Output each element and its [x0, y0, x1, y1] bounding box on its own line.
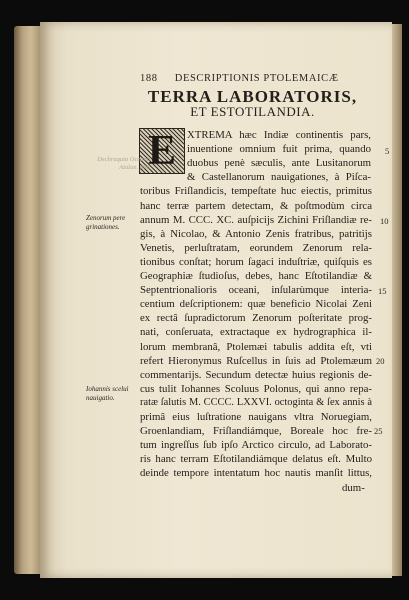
text-line: ris hanc terram Eſtotilandiámque delatus eſt. Multo [140, 453, 372, 466]
text-line: inuentione omnium fuit prima, quando [187, 143, 371, 156]
text-line: gis, à Nicolao, & Antonio Zenis fratribus, patritijs [140, 227, 372, 240]
text-line: ex rectâ ſupradictorum Zenorum poſteritate prog- [140, 312, 372, 325]
text-line: Septentrionalioris oceani, inſularùmque interia- [140, 284, 372, 297]
text-line: Venetis, perluſtratam, eorundem Zenorum rela- [140, 241, 372, 254]
text-line: refert Hieronymus Ruſcellus in ſuis ad Ptolemæum [140, 354, 372, 367]
text-line: Geographiæ ſtudioſus, debes, hanc Eſtotilandiæ & [140, 270, 372, 282]
text-line: XTREMA hæc Indiæ continentis pars, [187, 129, 371, 141]
text-line: centium deſcriptionem: quæ beneficio Nicolai Zeni [140, 298, 372, 311]
text-line: & Castellanorum nauigationes, à Piſca- [187, 171, 371, 184]
line-number-5: 5 [385, 146, 390, 156]
text-line: nati, conſeruata, extractaque ex hydrographica il- [140, 326, 372, 339]
text-line: tionibus conſtat; horum ſagaci induſtriæ, quiſquis es [140, 255, 372, 268]
text-line: cus tulit Iohannes Scoluus Polonus, qui anno repa- [140, 382, 372, 395]
text-line: Groenlandiam, Friſlandiámque, Boreale hoc fre- [140, 425, 372, 438]
line-number-25: 25 [374, 426, 383, 436]
text-line: commentarijs. Secundum detectæ huius regionis de- [140, 368, 372, 381]
line-number-10: 10 [380, 216, 389, 226]
text-line: deinde tempore intentatum hoc nautis manſit littus, [140, 467, 372, 480]
line-number-15: 15 [378, 286, 387, 296]
chapter-title [130, 89, 375, 119]
text-line: annum M. CCC. XC. auſpicijs Zichini Friſlandiæ re- [140, 213, 372, 226]
running-header [140, 73, 380, 87]
text-line: toribus Friſlandicis, tempeſtate huc eiectis, primitus [140, 185, 372, 198]
show-through-text: Dechraquia Oceano Atalan. fatt. [97, 156, 150, 171]
book-right-edge [392, 24, 402, 576]
title-line-2: ET ESTOTILANDIA. [190, 104, 315, 119]
text-line: lorum membranâ, Ptolemæi tabulis addita eſt, vti [140, 340, 372, 353]
text-line: dum- [342, 481, 365, 494]
line-number-20: 20 [376, 356, 385, 366]
page-number: 188 [140, 73, 158, 84]
title-line-1: TERRA LABORATORIS, [147, 87, 358, 106]
drop-cap-letter: E [147, 128, 176, 174]
text-line: primâ eius luſtratione nauigans vltra Noruegiam, [140, 411, 372, 423]
text-line: tum ingreſſus ſub ipſo Arctico circulo, ad Laborato- [140, 439, 372, 452]
text-line: ratæ ſalutis M. CCCC. LXXVI. octoginta & ſex annis à [140, 396, 372, 408]
text-line: hanc terræ partem detectam, & poſtmodùm circa [140, 199, 372, 212]
margin-note-2: Iohannis sceluì nauigatio. [86, 385, 129, 402]
running-title: DESCRIPTIONIS PTOLEMAICÆ [174, 73, 339, 84]
book-page-edges [14, 26, 42, 574]
margin-note-1: Zenorum pere grinationes. [86, 214, 126, 231]
text-line: duobus penè sæculis, ante Lusitanorum [187, 157, 371, 170]
